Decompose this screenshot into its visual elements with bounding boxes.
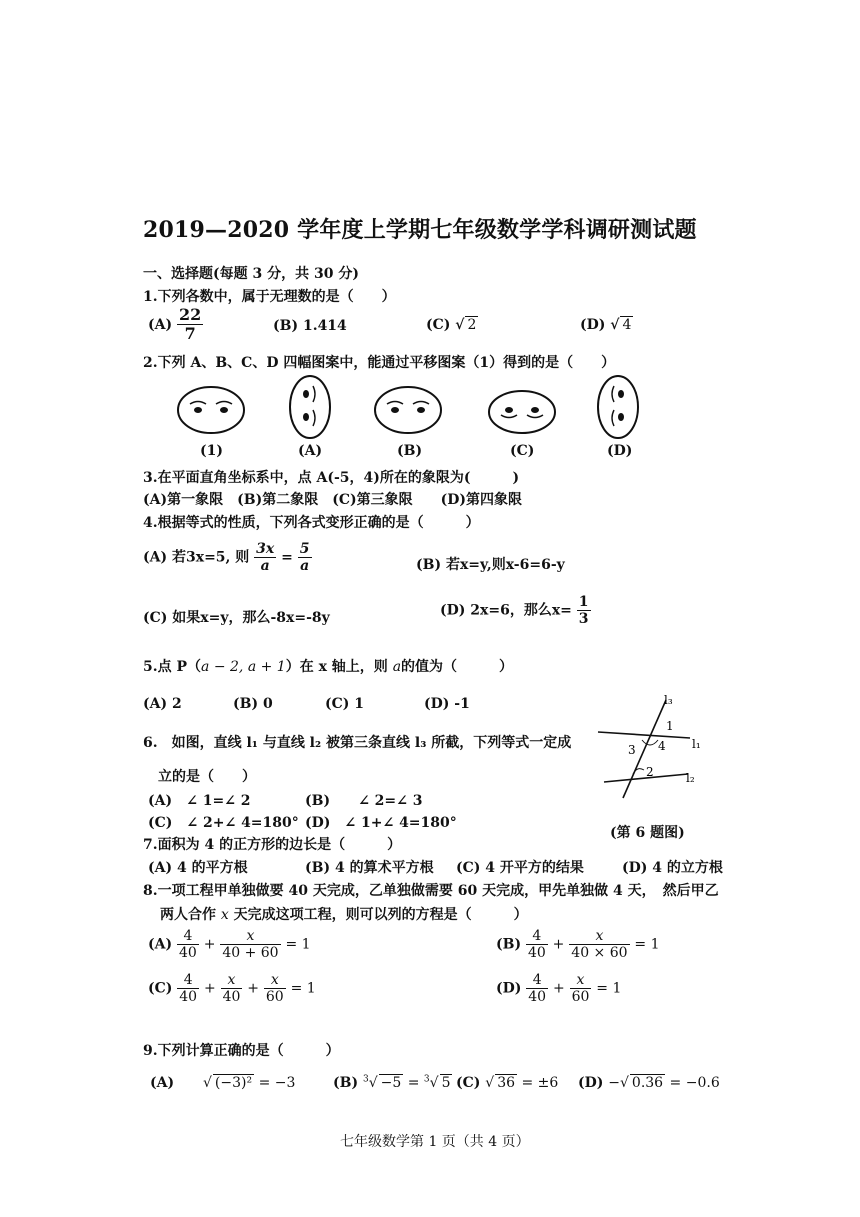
q7-option-d: (D) 4 的立方根 <box>622 860 723 876</box>
q9-option-b: (B) $^3$√ −5 = $^3$√ 5 <box>333 1074 451 1091</box>
q4-option-c: (C) 如果x=y，那么-8x=-8y <box>143 610 330 626</box>
q8-option-d: (D) $\frac{4}{40}$ + $\frac{x}{60}$ = 1 <box>496 972 622 1006</box>
q6-option-b: (B) ∠ 2=∠ 3 <box>305 793 423 809</box>
q9-option-d: (D) −√ 0.36 = −0.6 <box>578 1075 720 1091</box>
q5-stem: 5.点 P（a − 2, a + 1）在 x 轴上，则 a的值为（ ） <box>143 659 514 675</box>
q9-stem: 9.下列计算正确的是（ ） <box>143 1043 340 1059</box>
q2-label-d: (D) <box>607 443 633 459</box>
q8-stem-continued: 两人合作 x 天完成这项工程，则可以列的方程是（ ） <box>160 907 528 923</box>
line-l1 <box>598 732 690 738</box>
face-original-figure <box>178 387 244 433</box>
q6-stem: 6. 如图，直线 l₁ 与直线 l₂ 被第三条直线 l₃ 所截，下列等式一定成 <box>143 735 572 751</box>
q2-label-original: (1) <box>200 443 223 459</box>
q7-stem: 7.面积为 4 的正方形的边长是（ ） <box>143 837 402 853</box>
q8-option-b: (B) $\frac{4}{40}$ + $\frac{x}{40 \times 60}$ = 1 <box>496 928 660 962</box>
q2-label-c: (C) <box>510 443 535 459</box>
q2-label-b: (B) <box>397 443 423 459</box>
section-heading: 一、选择题(每题 3 分，共 30 分) <box>143 266 359 282</box>
page-footer: 七年级数学第 1 页（共 4 页） <box>340 1134 530 1150</box>
q7-option-a: (A) 4 的平方根 <box>148 860 248 876</box>
q6-option-a: (A) ∠ 1=∠ 2 <box>148 793 251 809</box>
angle-label-4: 4 <box>658 739 666 753</box>
angle-label-2: 2 <box>646 765 654 779</box>
q4-option-d: (D) 2x=6，那么x= $\frac{1}{3}$ <box>440 594 589 628</box>
q1-option-c: (C) √ 2 <box>426 317 477 333</box>
q6-figure-caption: (第 6 题图) <box>610 825 685 841</box>
q5-option-b: (B) 0 <box>233 696 273 712</box>
q1-option-d: (D) √ 4 <box>580 317 632 333</box>
angle-label-3: 3 <box>628 743 636 757</box>
q9-option-a: (A) √ (−3)² = −3 <box>150 1075 296 1091</box>
q7-option-c: (C) 4 开平方的结果 <box>456 860 584 876</box>
q3-stem: 3.在平面直角坐标系中，点 A(-5，4)所在的象限为( ) <box>143 470 520 486</box>
q1-stem: 1.下列各数中，属于无理数的是（ ） <box>143 289 396 305</box>
q6-option-c: (C) ∠ 2+∠ 4=180° <box>148 815 299 831</box>
q1-option-b: (B) 1.414 <box>273 318 347 334</box>
label-l1: l₁ <box>692 737 701 751</box>
label-l2: l₂ <box>686 771 695 785</box>
q2-figures <box>170 372 650 442</box>
q4-option-a: (A) 若3x=5, 则 $\frac{3x}{a}$ = $\frac{5}{a}$ <box>143 541 310 575</box>
q5-option-a: (A) 2 <box>143 696 182 712</box>
q8-option-a: (A) $\frac{4}{40}$ + $\frac{x}{40 + 60}$ = 1 <box>148 928 311 962</box>
q6-stem-continued: 立的是（ ） <box>158 769 256 785</box>
label-l3: l₃ <box>664 693 673 707</box>
q5-option-d: (D) -1 <box>424 696 470 712</box>
page-title: 2019—2020 学年度上学期七年级数学学科调研测试题 <box>143 217 697 243</box>
q3-options: (A)第一象限 (B)第二象限 (C)第三象限 (D)第四象限 <box>143 492 522 508</box>
q8-stem: 8.一项工程甲单独做要 40 天完成，乙单独做需要 60 天完成，甲先单独做 4 天， 然后甲乙 <box>143 883 719 899</box>
q1-option-a: (A) $\frac{22}{7}$ <box>148 305 202 344</box>
q6-option-d: (D) ∠ 1+∠ 4=180° <box>305 815 457 831</box>
q5-option-c: (C) 1 <box>325 696 365 712</box>
q4-stem: 4.根据等式的性质，下列各式变形正确的是（ ） <box>143 515 480 531</box>
face-option-d-figure <box>598 376 638 438</box>
q2-stem: 2.下列 A、B、C、D 四幅图案中，能通过平移图案（1）得到的是（ ） <box>143 355 616 371</box>
q2-label-a: (A) <box>298 443 323 459</box>
angle-label-1: 1 <box>666 719 674 733</box>
q4-option-b: (B) 若x=y,则x-6=6-y <box>416 557 565 573</box>
q6-figure <box>590 690 720 810</box>
q7-option-b: (B) 4 的算术平方根 <box>305 860 434 876</box>
face-option-c-figure <box>489 391 555 433</box>
face-option-b-figure <box>375 387 441 433</box>
q8-option-c: (C) $\frac{4}{40}$ + $\frac{x}{40}$ + $\frac{x}{60}$ = 1 <box>148 972 316 1006</box>
face-option-a-figure <box>290 376 330 438</box>
q9-option-c: (C) √ 36 = ±6 <box>456 1075 559 1091</box>
